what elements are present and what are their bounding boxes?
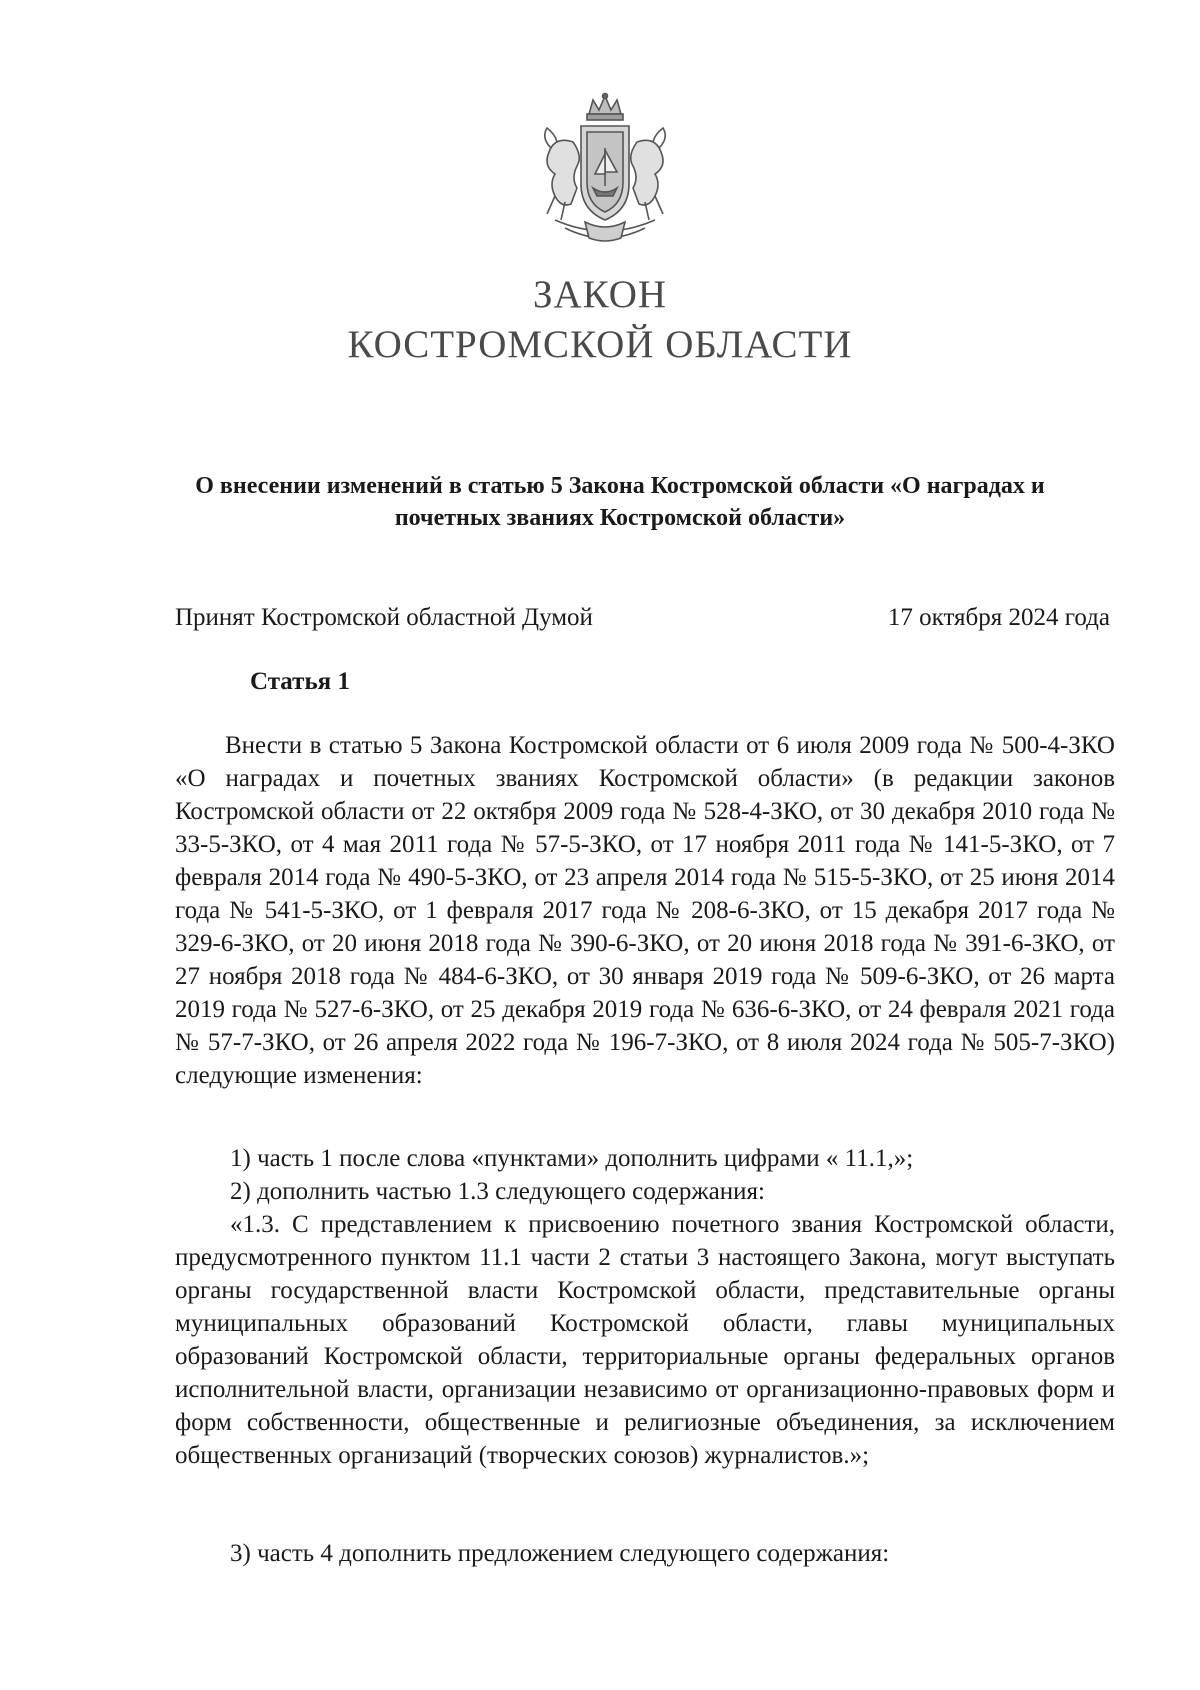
adopted-date: 17 октября 2024 года — [887, 604, 1110, 631]
amendment-item-2: 2) дополнить частью 1.3 следующего содержания: — [230, 1178, 765, 1205]
main-paragraph: Внести в статью 5 Закона Костромской области от 6 июля 2009 года № 500-4-ЗКО «О наградах и почетных званиях Костромской области» (в редакции законов Костромской области от 22 октября 2009 года № 528-4-ЗКО, от 30 декабря 2010 года № 33-5-ЗКО, от 4 мая 2011 года № 57-5-ЗКО, от 17 ноября 2011 года № 141-5-ЗКО, от 7 февраля 2014 года № 490-5-ЗКО, от 23 апреля 2014 года № 515-5-ЗКО, от 25 июня 2014 года № 541-5-ЗКО, от 1 февраля 2017 года № 208-6-ЗКО, от 15 декабря 2017 года № 329-6-ЗКО, от 20 июня 2018 года № 390-6-ЗКО, от 20 июня 2018 года № 391-6-ЗКО, от 27 ноября 2018 года № 484-6-ЗКО, от 30 января 2019 года № 509-6-ЗКО, от 26 марта 2019 года № 527-6-ЗКО, от 25 декабря 2019 года № 636-6-ЗКО, от 24 февраля 2021 года № 57-7-ЗКО, от 26 апреля 2022 года № 196-7-ЗКО, от 8 июля 2024 года № 505-7-ЗКО) следующие изменения: — [175, 732, 1115, 1089]
amendment-item-1: 1) часть 1 после слова «пунктами» дополнить цифрами « 11.1,»; — [230, 1145, 914, 1172]
adopted-by: Принят Костромской областной Думой — [175, 604, 593, 631]
law-title-line2: КОСТРОМСКОЙ ОБЛАСТИ — [347, 323, 853, 366]
document-title: О внесении изменений в статью 5 Закона Костромской области «О наградах и почетных званиях Костромской области» — [195, 473, 1045, 531]
coat-of-arms-icon — [525, 92, 685, 250]
article-heading: Статья 1 — [250, 668, 350, 695]
amendment-item-3: 3) часть 4 дополнить предложением следующего содержания: — [230, 1540, 890, 1567]
amendment-item-2-quote: «1.3. С представлением к присвоению почетного звания Костромской области, предусмотренного пунктом 11.1 части 2 статьи 3 настоящего Закона, могут выступать органы государственной власти Костромской области, представительные органы муниципальных образований Костромской области, главы муниципальных образований Костромской области, территориальные органы федеральных органов исполнительной власти, организации независимо от организационно-правовых форм и форм собственности, общественные и религиозные объединения, за исключением общественных организаций (творческих союзов) журналистов.»; — [175, 1211, 1115, 1469]
law-title-line1: ЗАКОН — [532, 273, 668, 316]
